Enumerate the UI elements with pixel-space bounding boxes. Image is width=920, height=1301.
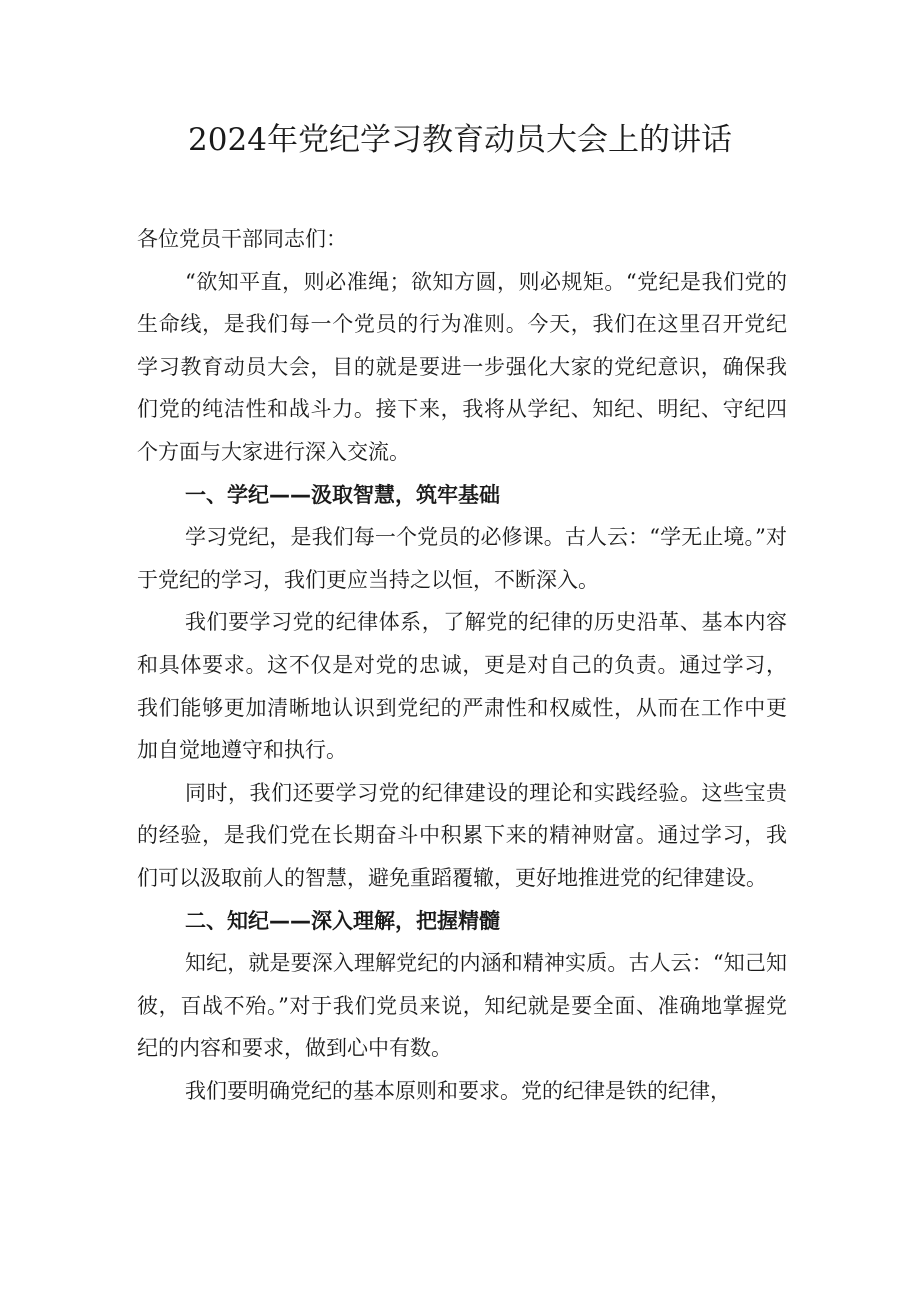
paragraph: 我们要学习党的纪律体系，了解党的纪律的历史沿革、基本内容和具体要求。这不仅是对党的忠诚，更是对自己的负责。通过学习，我们能够更加清晰地认识到党纪的严肃性和权威性，从而在工作中更加自觉地遵守和执行。 [137, 610, 787, 763]
paragraph: 知纪，就是要深入理解党纪的内涵和精神实质。古人云：“知己知彼，百战不殆。”对于我们党员来说，知纪就是要全面、准确地掌握党纪的内容和要求，做到心中有数。 [137, 951, 787, 1061]
paragraph: 同时，我们还要学习党的纪律建设的理论和实践经验。这些宝贵的经验，是我们党在长期奋斗中积累下来的精神财富。通过学习，我们可以汲取前人的智慧，避免重蹈覆辙，更好地推进党的纪律建设。 [137, 780, 787, 890]
section-heading-2: 二、知纪——深入理解，把握精髓 [185, 908, 500, 933]
document-title: 2024年党纪学习教育动员大会上的讲话 [188, 122, 732, 158]
salutation: 各位党员干部同志们： [137, 227, 347, 251]
paragraph: 我们要明确党纪的基本原则和要求。党的纪律是铁的纪律， [185, 1078, 731, 1103]
document-body [137, 218, 787, 1112]
paragraph: 学习党纪，是我们每一个党员的必修课。古人云：“学无止境。”对于党纪的学习，我们更应当持之以恒，不断深入。 [137, 525, 787, 592]
paragraph-intro: “欲知平直，则必准绳；欲知方圆，则必规矩。“党纪是我们党的生命线，是我们每一个党员的行为准则。今天，我们在这里召开党纪学习教育动员大会，目的就是要进一步强化大家的党纪意识，确保我们党的纯洁性和战斗力。接下来，我将从学纪、知纪、明纪、守纪四个方面与大家进行深入交流。 [137, 269, 787, 464]
section-heading-1: 一、学纪——汲取智慧，筑牢基础 [185, 482, 500, 507]
